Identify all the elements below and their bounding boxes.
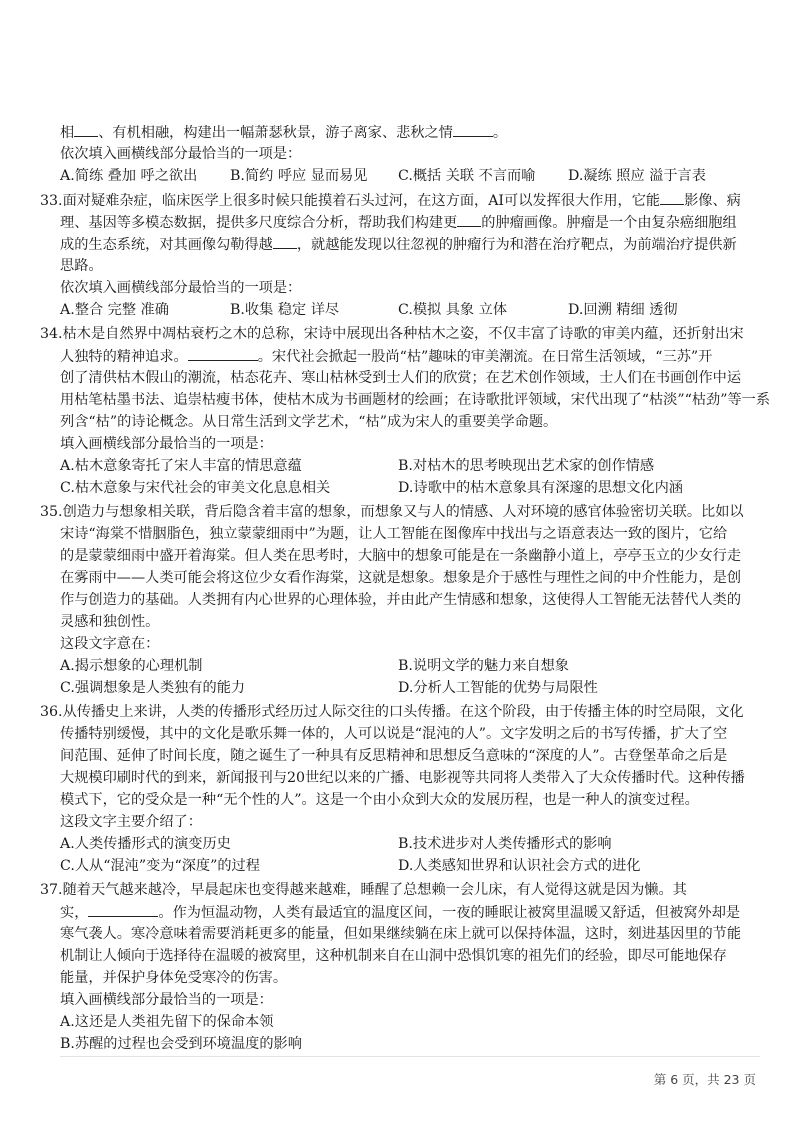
blank <box>88 902 158 917</box>
text: 实， <box>60 905 89 921</box>
q32-option-a[interactable]: A.简练 叠加 呼之欲出 <box>60 168 198 184</box>
q37-line5: 能量，并保护身体免受寒冷的伤害。 <box>60 970 288 986</box>
blank <box>273 234 297 249</box>
q37-line2 <box>60 902 740 923</box>
q32-line1 <box>60 122 507 143</box>
q36-option-c[interactable]: C.人从“混沌”变为“深度”的过程 <box>60 858 260 874</box>
q34-option-a[interactable]: A.枯木意象寄托了宋人丰富的情思意蕴 <box>60 458 302 474</box>
text: 。 <box>492 125 508 141</box>
blank <box>457 212 481 227</box>
q33-line1 <box>40 190 741 211</box>
q35-prompt: 这段文字意在： <box>60 636 160 652</box>
q37-prompt: 填入画横线部分最恰当的一项是： <box>60 992 273 1008</box>
q32-option-d[interactable]: D.凝练 照应 溢于言表 <box>568 168 706 184</box>
q37-option-b[interactable]: B.苏醒的过程也会受到环境温度的影响 <box>60 1036 302 1052</box>
blank <box>660 190 684 205</box>
q36-option-d[interactable]: D.人类感知世界和认识社会方式的进化 <box>398 858 641 874</box>
q34-line2 <box>60 346 712 367</box>
text: 33.面对疑难杂症，临床医学上很多时候只能摸着石头过河，在这方面，AI可以发挥很大作用，它能 <box>40 193 661 209</box>
q36-line2: 传播特别缓慢，其中的文化是歌乐舞一体的，人可以说是“混沌的人”。文字发明之后的书写传播，扩大了空 <box>60 726 728 742</box>
q35-line6: 灵感和独创性。 <box>60 614 160 630</box>
q37-line4: 机制让人倾向于选择待在温暖的被窝里，这种机制来自在山洞中恐惧饥寒的祖先们的经验，即尽可能地保存 <box>60 948 727 964</box>
q32-prompt: 依次填入画横线部分最恰当的一项是： <box>60 146 302 162</box>
q34-line5: 列含“枯”的诗论概念。从日常生活到文学艺术，“枯”成为宋人的重要美学命题。 <box>60 414 558 430</box>
text: 成的生态系统，对其画像勾勒得越 <box>60 237 273 253</box>
blank <box>74 122 98 137</box>
q35-option-d[interactable]: D.分析人工智能的优势与局限性 <box>398 680 598 696</box>
q33-option-c[interactable]: C.模拟 具象 立体 <box>398 302 508 318</box>
q34-option-d[interactable]: D.诗歌中的枯木意象具有深邃的思想文化内涵 <box>398 480 683 496</box>
blank <box>453 122 493 137</box>
blank <box>188 346 258 361</box>
q33-prompt: 依次填入画横线部分最恰当的一项是： <box>60 280 302 296</box>
text: 相 <box>60 125 75 141</box>
q35-line1: 35.创造力与想象相关联，背后隐含着丰富的想象，而想象又与人的情感、人对环境的感官体验密切关联。比如以 <box>40 504 744 520</box>
q33-line3 <box>60 234 737 255</box>
q36-line5: 模式下，它的受众是一种“无个性的人”。这是一个由小众到大众的发展历程，也是一种人的演变过程。 <box>60 792 699 808</box>
q33-option-b[interactable]: B.收集 稳定 详尽 <box>230 302 340 318</box>
q36-option-b[interactable]: B.技术进步对人类传播形式的影响 <box>398 836 612 852</box>
text: 人独特的精神追求。 <box>60 349 188 365</box>
q35-line4: 在雾雨中——人类可能会将这位少女看作海棠，这就是想象。想象是介于感性与理性之间的中介性能力，是创 <box>60 570 742 586</box>
q35-line2: 宋诗“海棠不惜胭脂色，独立蒙蒙细雨中”为题，让人工智能在图像库中找出与之语意表达一致的图片，它给 <box>60 526 728 542</box>
q35-option-b[interactable]: B.说明文学的魅力来自想象 <box>398 658 569 674</box>
q34-line4: 用枯笔枯墨书法、追崇枯瘦书体，使枯木成为书画题材的绘画；在诗歌批评领域，宋代出现了“枯淡”“枯劲”等一系 <box>60 392 771 408</box>
text: 影像、病 <box>684 193 741 209</box>
q33-option-a[interactable]: A.整合 完整 准确 <box>60 302 169 318</box>
q34-option-b[interactable]: B.对枯木的思考映现出艺术家的创作情感 <box>398 458 655 474</box>
text: 理、基因等多模态数据，提供多尺度综合分析，帮助我们构建更 <box>60 215 458 231</box>
q36-line4: 大规模印刷时代的到来，新闻报刊与20世纪以来的广播、电影视等共同将人类带入了大众传播时代。这种传播 <box>60 770 745 786</box>
q34-line1: 34.枯木是自然界中凋枯衰朽之木的总称，宋诗中展现出各种枯木之姿，不仅丰富了诗歌的审美内蕴，还折射出宋 <box>40 326 744 342</box>
q36-line1: 36.从传播史上来讲，人类的传播形式经历过人际交往的口头传播。在这个阶段，由于传播主体的时空局限，文化 <box>40 704 744 720</box>
q34-prompt: 填入画横线部分最恰当的一项是： <box>60 436 273 452</box>
q35-option-a[interactable]: A.揭示想象的心理机制 <box>60 658 203 674</box>
text: 。作为恒温动物，人类有最适宜的温度区间，一夜的睡眠让被窝里温暖又舒适，但被窝外却是 <box>158 905 741 921</box>
q33-line2 <box>60 212 737 233</box>
q32-option-c[interactable]: C.概括 关联 不言而喻 <box>398 168 536 184</box>
page-number: 第 6 页，共 23 页 <box>653 1072 756 1087</box>
q33-option-d[interactable]: D.回溯 精细 透彻 <box>568 302 678 318</box>
q36-prompt: 这段文字主要介绍了： <box>60 814 202 830</box>
text: 的肿瘤画像。肿瘤是一个由复杂癌细胞组 <box>481 215 737 231</box>
q36-option-a[interactable]: A.人类传播形式的演变历史 <box>60 836 231 852</box>
text: 、有机相融，构建出一幅萧瑟秋景，游子离家、悲秋之情 <box>98 125 453 141</box>
q35-line3: 的是蒙蒙细雨中盛开着海棠。但人类在思考时，大脑中的想象可能是在一条幽静小道上，亭亭玉立的少女行走 <box>60 548 742 564</box>
q37-line3: 寒气袭人。寒冷意味着需要消耗更多的能量，但如果继续躺在床上就可以保持体温，这时，刻进基因里的节能 <box>60 926 742 942</box>
text: 。宋代社会掀起一股尚“枯”趣味的审美潮流。在日常生活领域，“三苏”开 <box>257 349 713 365</box>
q34-line3: 创了清供枯木假山的潮流，枯态花卉、寒山枯林受到士人们的欣赏；在艺术创作领域，士人们在书画创作中运 <box>60 370 742 386</box>
q34-option-c[interactable]: C.枯木意象与宋代社会的审美文化息息相关 <box>60 480 331 496</box>
text: ，就越能发现以往忽视的肿瘤行为和潜在治疗靶点，为前端治疗提供新 <box>296 237 737 253</box>
q35-option-c[interactable]: C.强调想象是人类独有的能力 <box>60 680 246 696</box>
footer-divider <box>60 1056 760 1057</box>
q33-line4: 思路。 <box>60 258 103 274</box>
q37-option-a[interactable]: A.这还是人类祖先留下的保命本领 <box>60 1014 274 1030</box>
q37-line1: 37.随着天气越来越冷，早晨起床也变得越来越难，睡醒了总想赖一会儿床，有人觉得这就是因为懒。其 <box>40 882 687 898</box>
q32-option-b[interactable]: B.简约 呼应 显而易见 <box>230 168 368 184</box>
q35-line5: 作与创造力的基础。人类拥有内心世界的心理体验，并由此产生情感和想象，这使得人工智能无法替代人类的 <box>60 592 742 608</box>
q36-line3: 间范围、延伸了时间长度，随之诞生了一种具有反思精神和思想反刍意味的“深度的人”。古登堡革命之后是 <box>60 748 728 764</box>
